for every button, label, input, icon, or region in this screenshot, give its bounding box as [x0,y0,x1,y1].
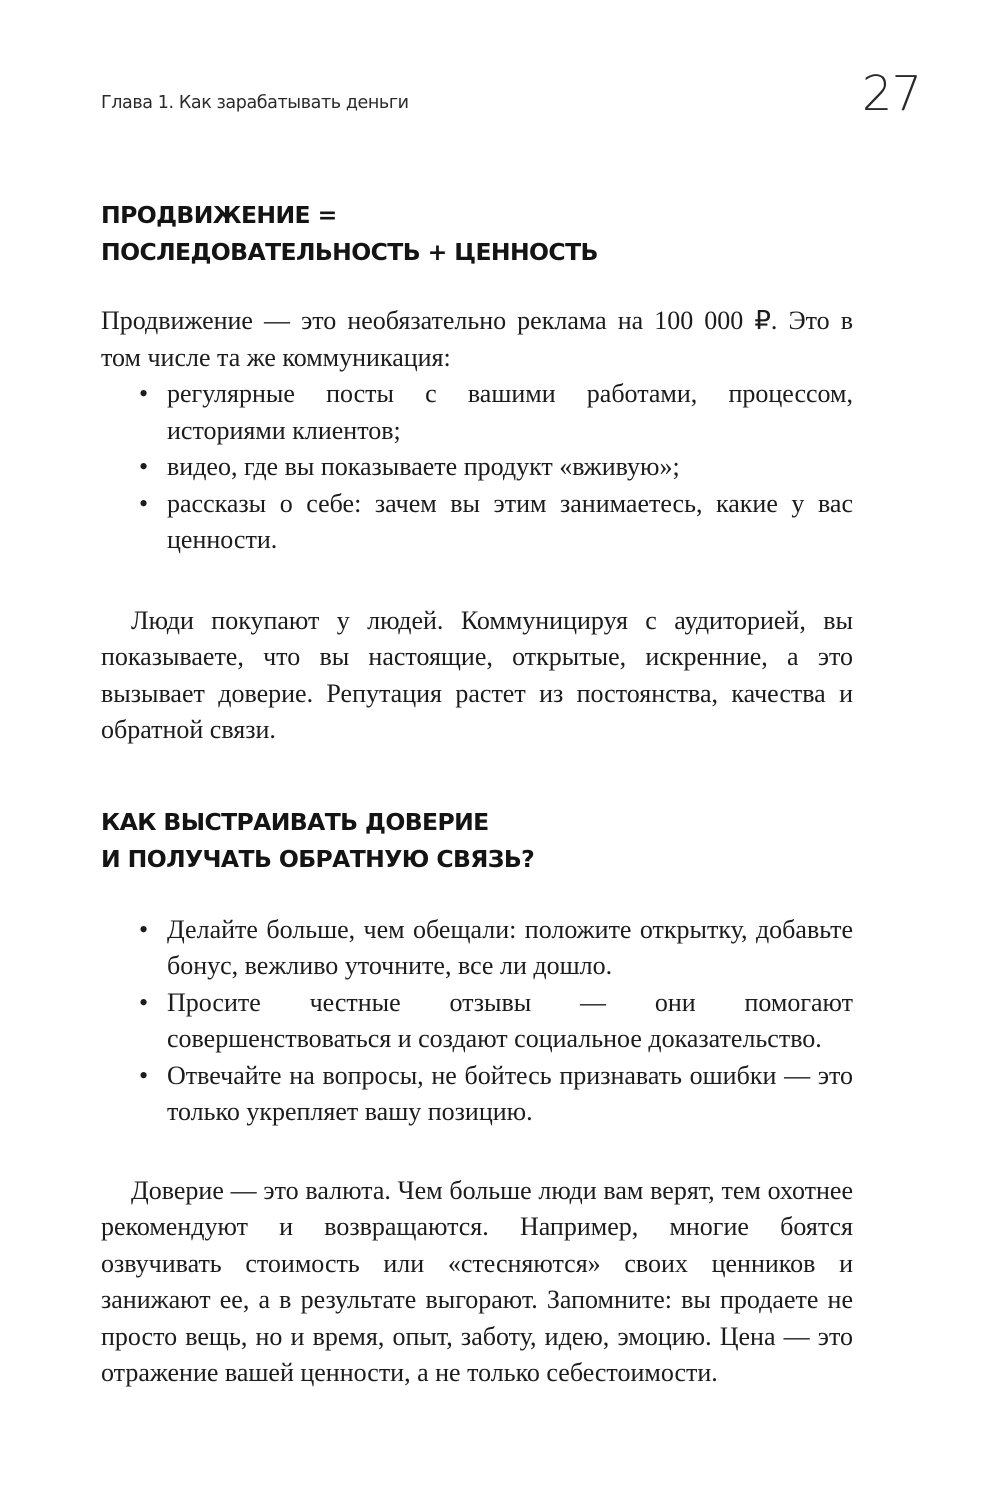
trust-list [101,912,853,1131]
bullet-icon: • [139,987,149,1017]
body-paragraph: Люди покупают у людей. Коммуницируя с аудиторией, вы показываете, что вы настоящие, открытые, искренние, а это вызывает доверие. Репутация растет из постоянства, качества и обратной связи. [101,605,853,744]
running-head: Глава 1. Как зарабатывать деньги [101,93,409,113]
heading-line: ПРОДВИЖЕНИЕ = [101,201,337,229]
list-item-text: Делайте больше, чем обещали: положите открытку, добавьте бонус, вежливо уточните, все ли дошло. [167,914,853,980]
list-item [139,985,853,1058]
heading-line: КАК ВЫСТРАИВАТЬ ДОВЕРИЕ [101,807,489,836]
section-heading-trust [101,804,853,878]
page-content [101,197,853,1392]
list-item [139,376,853,449]
section-heading-promotion [101,197,853,271]
list-item-text: рассказы о себе: зачем вы этим занимаетесь, какие у вас ценности. [167,488,853,554]
heading-line: И ПОЛУЧАТЬ ОБРАТНУЮ СВЯЗЬ? [101,844,535,873]
body-paragraph: Доверие — это валюта. Чем больше люди вам верят, тем охотнее рекомендуют и возвращаются. Например, многие боятся озвучивать стоимость или «стесняются» своих ценников и занижают ее, а в результате выгорают. Запомните: вы продаете не просто вещь, но и время, опыт, заботу, идею, эмоцию. Цена — это отражение вашей ценности, а не только себестоимости. [101,1175,853,1387]
list-item-text: Отвечайте на вопросы, не бойтесь признавать ошибки — это только укрепляет вашу позицию. [167,1060,853,1126]
bullet-icon: • [139,452,149,481]
bullet-icon: • [139,488,149,518]
list-item [139,1058,853,1131]
list-item [139,449,853,486]
bullet-icon: • [139,379,149,408]
list-item-text: видео, где вы показываете продукт «вживую»; [167,452,680,481]
list-item [139,912,853,985]
bullet-icon: • [139,914,149,944]
page-number: 27 [861,66,921,122]
heading-line: ПОСЛЕДОВАТЕЛЬНОСТЬ + ЦЕННОСТЬ [101,238,598,266]
intro-paragraph: Продвижение — это необязательно реклама на 100 000 ₽. Это в том числе та же коммуникация: [101,306,853,372]
bullet-icon: • [139,1060,149,1090]
list-item [139,486,853,559]
list-item-text: Просите честные отзывы — они помогают совершенствоваться и создают социальное доказательство. [167,987,853,1053]
promotion-list [101,376,853,559]
list-item-text: регулярные посты с вашими работами, процессом, историями клиентов; [167,379,853,445]
